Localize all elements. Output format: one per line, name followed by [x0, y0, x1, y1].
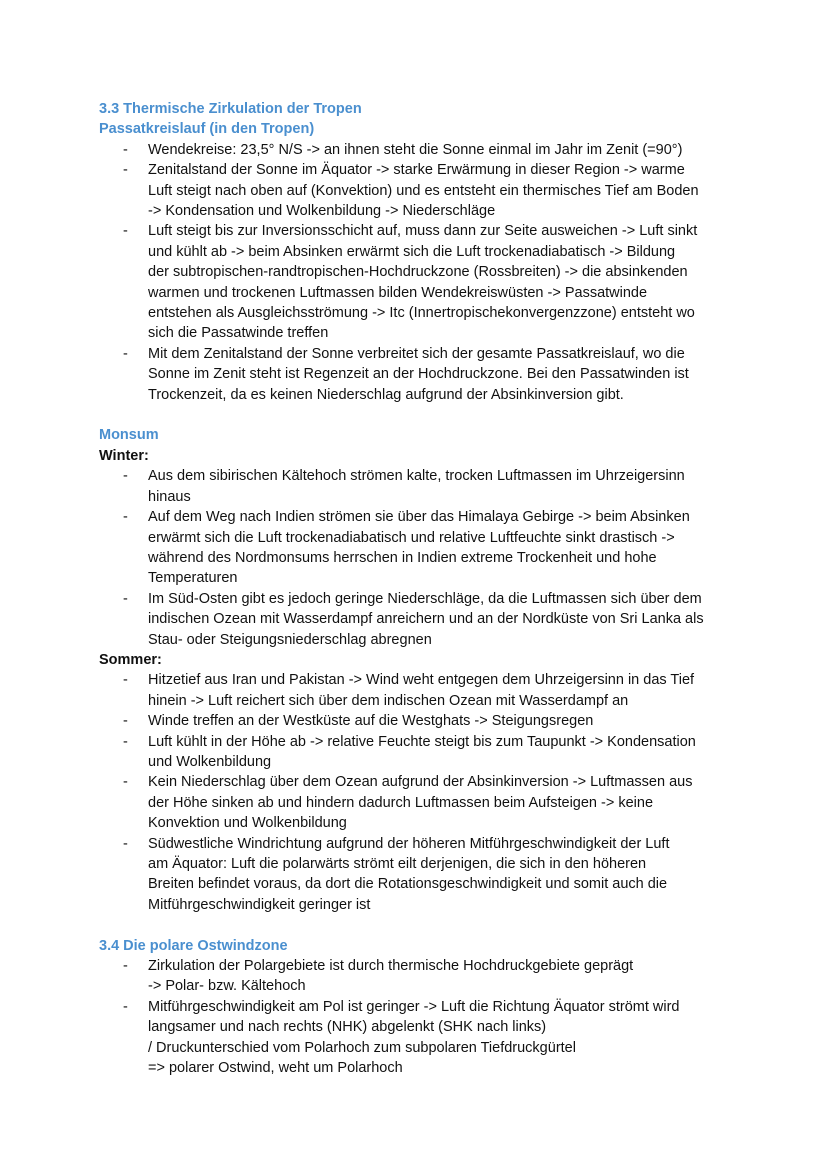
list-item-text: Stau- oder Steigungsniederschlag abregnen: [148, 631, 432, 648]
bullet-dash-icon: -: [123, 958, 128, 975]
list-item: [99, 834, 739, 916]
list-item-text: Luft steigt bis zur Inversionsschicht auf, muss dann zur Seite ausweichen -> Luft sinkt: [148, 223, 698, 240]
document-page: [99, 99, 739, 1078]
list-item-text: erwärmt sich die Luft trockenadiabatisch und relative Luftfeuchte sinkt drastisch ->: [148, 529, 675, 546]
list-item-text: indischen Ozean mit Wasserdampf anreichern und an der Nordküste von Sri Lanka als: [148, 611, 704, 628]
list-item-text: Zenitalstand der Sonne im Äquator -> starke Erwärmung in dieser Region -> warme: [148, 162, 685, 179]
list-item: [99, 507, 739, 589]
list-item: [99, 711, 739, 731]
subheading-monsum: Monsum: [99, 427, 159, 444]
list-item-text: Konvektion und Wolkenbildung: [148, 815, 347, 832]
list-item-text: Aus dem sibirischen Kältehoch strömen kalte, trocken Luftmassen im Uhrzeigersinn: [148, 468, 685, 485]
list-item: [99, 997, 739, 1079]
list-item-text: Winde treffen an der Westküste auf die Westghats -> Steigungsregen: [148, 713, 594, 730]
spacer: [99, 915, 739, 935]
list-item-text: und Wolkenbildung: [148, 753, 272, 770]
list-item-text: Mitführgeschwindigkeit geringer ist: [148, 896, 371, 913]
bullet-dash-icon: -: [123, 468, 128, 485]
list-item-text: langsamer und nach rechts (NHK) abgelenkt (SHK nach links): [148, 1019, 547, 1036]
list-item-text: Wendekreise: 23,5° N/S -> an ihnen steht die Sonne einmal im Jahr im Zenit (=90°): [148, 141, 683, 158]
bullet-dash-icon: -: [123, 509, 128, 526]
list-item-text: sich die Passatwinde treffen: [148, 325, 329, 342]
label-winter: Winter:: [99, 447, 149, 464]
spacer: [99, 405, 739, 425]
bullet-list-sommer: [99, 670, 739, 915]
list-item-text: Auf dem Weg nach Indien strömen sie über das Himalaya Gebirge -> beim Absinken: [148, 509, 690, 526]
list-item: [99, 160, 739, 221]
list-item: [99, 140, 739, 160]
list-item: [99, 344, 739, 405]
list-item: [99, 466, 739, 507]
bullet-dash-icon: -: [123, 835, 128, 852]
list-item-text: / Druckunterschied vom Polarhoch zum subpolaren Tiefdruckgürtel: [148, 1039, 576, 1056]
section-heading-3-3: 3.3 Thermische Zirkulation der Tropen: [99, 101, 362, 117]
list-item: [99, 956, 739, 997]
subheading-passatkreislauf: Passatkreislauf (in den Tropen): [99, 121, 315, 138]
list-item-text: Trockenzeit, da es keinen Niederschlag aufgrund der Absinkinversion gibt.: [148, 386, 624, 403]
bullet-dash-icon: -: [123, 733, 128, 750]
bullet-dash-icon: -: [123, 998, 128, 1015]
list-item-text: Sonne im Zenit steht ist Regenzeit an der Hochdruckzone. Bei den Passatwinden ist: [148, 366, 689, 383]
list-item-text: hinaus: [148, 488, 191, 505]
list-item-text: während des Nordmonsums herrschen in Indien extreme Trockenheit und hohe: [148, 549, 657, 566]
list-item: [99, 221, 739, 343]
list-item-text: -> Kondensation und Wolkenbildung -> Niederschläge: [148, 203, 496, 220]
bullet-dash-icon: -: [123, 672, 128, 689]
list-item-text: Temperaturen: [148, 570, 238, 587]
list-item-text: Breiten befindet voraus, da dort die Rotationsgeschwindigkeit und somit auch die: [148, 876, 668, 893]
list-item-text: der Höhe sinken ab und hindern dadurch Luftmassen beim Aufsteigen -> keine: [148, 794, 654, 811]
list-item-text: Kein Niederschlag über dem Ozean aufgrund der Absinkinversion -> Luftmassen aus: [148, 774, 693, 791]
list-item-text: am Äquator: Luft die polarwärts strömt eilt derjenigen, die sich in den höheren: [148, 856, 647, 873]
list-item-text: -> Polar- bzw. Kältehoch: [148, 978, 306, 995]
bullet-list-ostwindzone: [99, 956, 739, 1078]
bullet-dash-icon: -: [123, 141, 128, 158]
list-item: [99, 772, 739, 833]
list-item-text: Zirkulation der Polargebiete ist durch thermische Hochdruckgebiete geprägt: [148, 958, 634, 975]
list-item-text: der subtropischen-randtropischen-Hochdruckzone (Rossbreiten) -> die absinkenden: [148, 264, 688, 281]
list-item: [99, 589, 739, 650]
list-item-text: Luft kühlt in der Höhe ab -> relative Feuchte steigt bis zum Taupunkt -> Kondensation: [148, 733, 696, 750]
list-item-text: hinein -> Luft reichert sich über dem indischen Ozean mit Wasserdampf an: [148, 692, 629, 709]
list-item: [99, 670, 739, 711]
list-item-text: => polarer Ostwind, weht um Polarhoch: [148, 1060, 403, 1077]
bullet-dash-icon: -: [123, 590, 128, 607]
list-item-text: Hitzetief aus Iran und Pakistan -> Wind weht entgegen dem Uhrzeigersinn in das Tief: [148, 672, 695, 689]
bullet-list-winter: [99, 466, 739, 650]
bullet-dash-icon: -: [123, 713, 128, 730]
bullet-dash-icon: -: [123, 774, 128, 791]
list-item-text: Luft steigt nach oben auf (Konvektion) und es entsteht ein thermisches Tief am Boden: [148, 182, 699, 199]
list-item-text: Südwestliche Windrichtung aufgrund der höheren Mitführgeschwindigkeit der Luft: [148, 835, 670, 852]
list-item-text: warmen und trockenen Luftmassen bilden Wendekreiswüsten -> Passatwinde: [148, 284, 648, 301]
list-item-text: Im Süd-Osten gibt es jedoch geringe Niederschläge, da die Luftmassen sich über dem: [148, 590, 702, 607]
list-item-text: und kühlt ab -> beim Absinken erwärmt sich die Luft trockenadiabatisch -> Bildung: [148, 243, 676, 260]
section-heading-3-4: 3.4 Die polare Ostwindzone: [99, 937, 288, 954]
list-item-text: Mit dem Zenitalstand der Sonne verbreitet sich der gesamte Passatkreislauf, wo die: [148, 345, 685, 362]
list-item: [99, 732, 739, 773]
bullet-list-passatkreislauf: [99, 140, 739, 405]
bullet-dash-icon: -: [123, 223, 128, 240]
bullet-dash-icon: -: [123, 162, 128, 179]
list-item-text: entstehen als Ausgleichsströmung -> Itc (Innertropischekonvergenzzone) entsteht wo: [148, 305, 695, 322]
label-sommer: Sommer:: [99, 651, 162, 668]
list-item-text: Mitführgeschwindigkeit am Pol ist geringer -> Luft die Richtung Äquator strömt wird: [148, 998, 680, 1015]
bullet-dash-icon: -: [123, 345, 128, 362]
